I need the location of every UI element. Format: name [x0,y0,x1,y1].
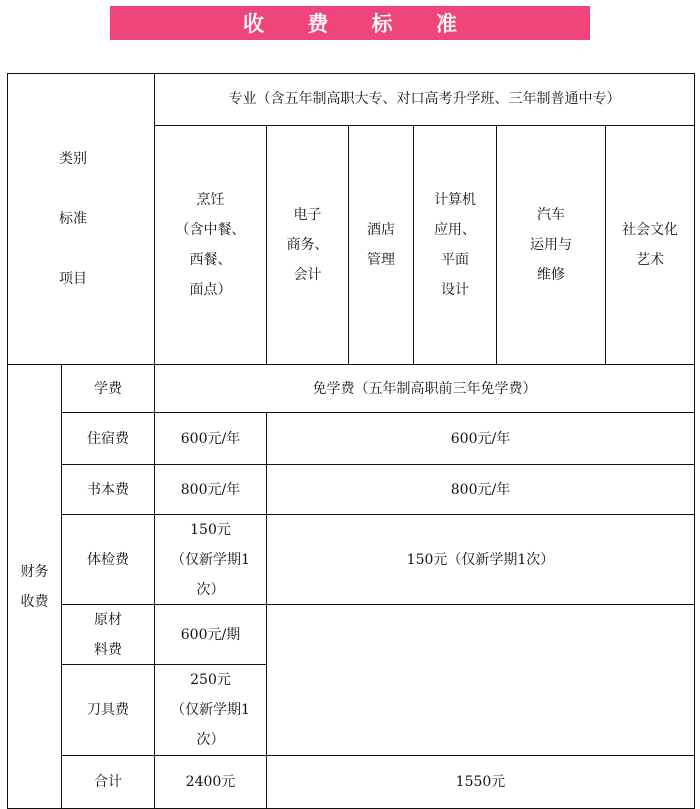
total-others [267,756,694,808]
major-line: 西餐、 [189,252,232,268]
header-corner [59,73,119,364]
major-cooking [155,126,266,364]
major-ecommerce [267,126,348,364]
major-automotive [497,126,605,364]
materials-cooking [155,605,266,664]
lodging-others [267,413,694,464]
books-label [62,465,154,514]
medical-label [62,515,154,604]
fee-table [7,73,695,809]
medical-cooking-line: （仅新学期1 [171,551,250,568]
major-culture-arts [606,126,694,364]
lodging-cooking [155,413,266,464]
books-label-text: 书本费 [87,481,129,498]
major-line: 平面 [441,252,469,268]
major-line: 面点） [189,282,232,298]
major-group-header [155,73,694,125]
materials-cooking-text: 600元/期 [180,626,241,643]
medical-cooking-line: 次） [196,581,225,598]
total-label-text: 合计 [94,774,122,790]
total-label [62,756,154,808]
major-line: 应用、 [434,222,476,238]
page-title: 收 费 标 准 [243,12,475,36]
major-line: 设计 [441,282,469,298]
finance-label-line: 收费 [20,593,49,610]
medical-cooking [155,515,266,604]
lodging-label-text: 住宿费 [87,430,129,447]
tuition-label [62,365,154,412]
total-cooking [155,756,266,808]
knives-cooking-line: （仅新学期1 [171,702,250,718]
materials-label-line: 料费 [94,641,122,658]
knives-cooking [155,665,266,755]
knives-label [62,665,154,755]
major-group-label: 专业（含五年制高职大专、对口高考升学班、三年制普通中专） [228,91,621,107]
medical-others-text: 150元（仅新学期1次） [406,551,555,568]
knives-cooking-line: 次） [196,732,225,748]
knives-label-text: 刀具费 [87,702,129,718]
major-line: 酒店 [367,222,395,238]
materials-label-line: 原材 [94,611,122,628]
major-line: 电子 [293,207,322,223]
total-cooking-text: 2400元 [185,774,236,790]
major-line: 商务、 [286,237,329,253]
corner-label-item: 项目 [59,270,87,287]
lodging-others-text: 600元/年 [450,430,511,447]
knives-cooking-line: 250元 [190,672,231,688]
finance-group-label [8,365,61,808]
lodging-label [62,413,154,464]
materials-label [62,605,154,664]
major-hotel [349,126,413,364]
major-line: 社会文化 [622,222,678,238]
major-line: 烹饪 [196,192,225,208]
medical-label-text: 体检费 [87,551,129,568]
finance-label-line: 财务 [20,563,49,580]
tuition-value-text: 免学费（五年制高职前三年免学费） [312,380,537,397]
corner-label-category: 类别 [59,150,87,167]
corner-label-standard: 标准 [59,210,87,227]
tuition-label-text: 学费 [94,380,122,397]
major-line: （含中餐、 [175,222,246,238]
major-line: 会计 [293,267,322,283]
major-computer [414,126,496,364]
major-line: 计算机 [434,192,476,208]
table-border-right [694,73,695,809]
books-cooking [155,465,266,514]
books-others [267,465,694,514]
lodging-cooking-text: 600元/年 [180,430,241,447]
total-others-text: 1550元 [455,774,506,790]
major-line: 艺术 [636,252,664,268]
tuition-value [155,365,694,412]
medical-cooking-line: 150元 [190,521,231,538]
major-line: 运用与 [530,237,572,253]
major-line: 汽车 [537,207,565,223]
books-cooking-text: 800元/年 [180,481,241,498]
major-line: 管理 [367,252,395,268]
books-others-text: 800元/年 [450,481,511,498]
major-line: 维修 [537,267,565,283]
title-banner [110,6,590,40]
medical-others [267,515,694,604]
